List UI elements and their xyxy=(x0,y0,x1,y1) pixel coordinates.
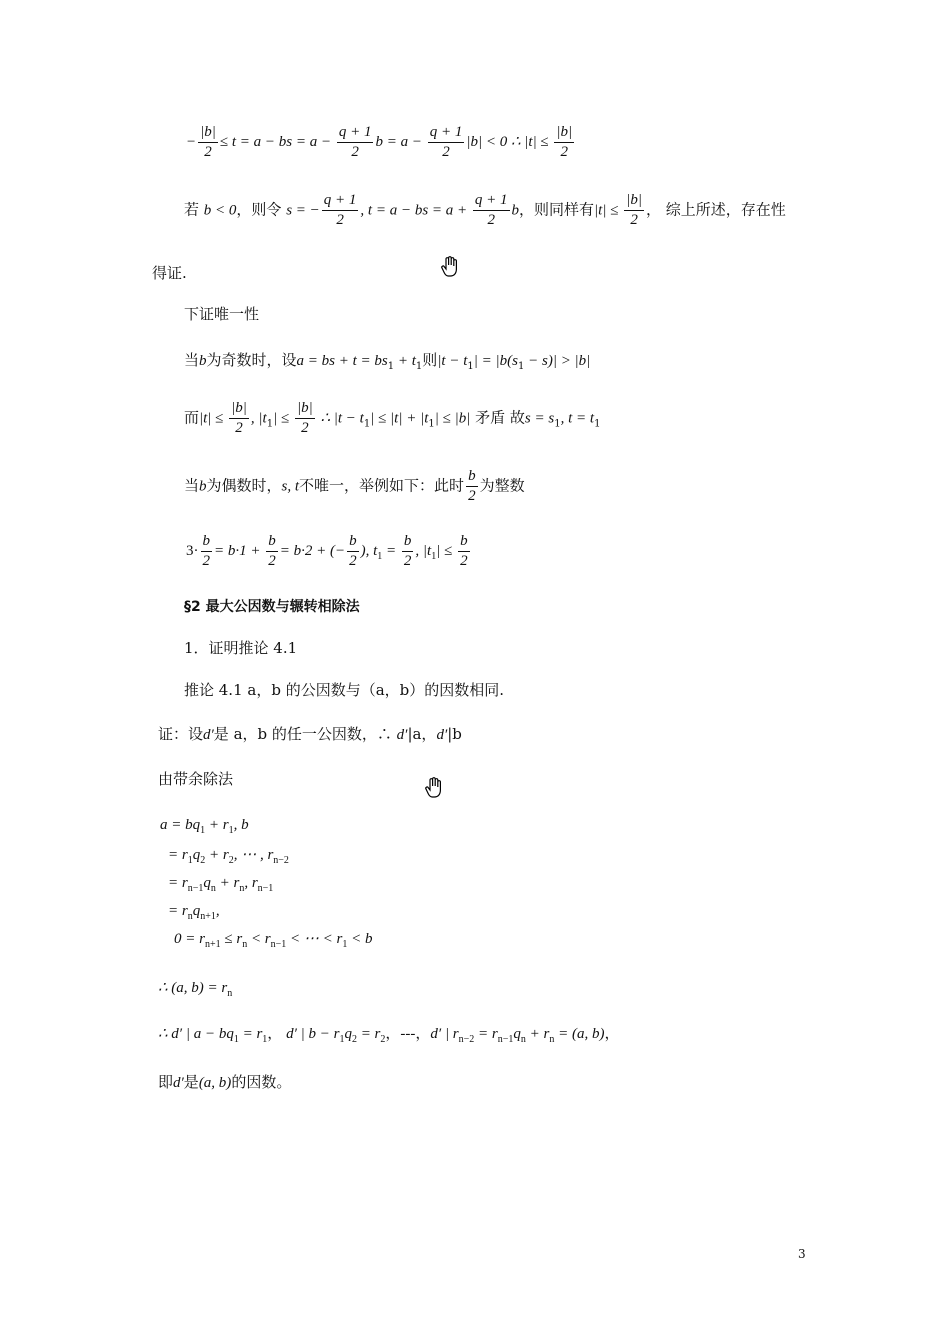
proof-line: 证：设d′是 a，b 的任一公因数，∴ d′|a，d′|b xyxy=(158,725,462,743)
hand-cursor-icon-svg xyxy=(440,256,460,278)
existence-proved: 得证. xyxy=(152,264,187,282)
euclid-equation-row: $a = bq_1 + r_1$, b xyxy=(160,817,249,836)
euclid-equation-row: = $r_{n-1}q_n + r_n$, $r_{n-1}$ xyxy=(168,875,274,894)
division-algorithm-label: 由带余除法 xyxy=(158,770,234,788)
equation-line-1: − $\frac{|b|}{2}$ ≤ t = a − bs = a − $\frac{q + 1}{2}$ b = a − $\frac{q + 1}{2}$ |b| < 0 ∴ |t| ≤ $\frac{|b|}{2}$ xyxy=(186,124,573,160)
fraction: $\frac{b}{2}$ xyxy=(468,468,476,504)
fraction: $\frac{b}{2}$ xyxy=(349,533,357,569)
corollary-statement: 推论 4.1 a，b 的公因数与（a，b）的因数相同. xyxy=(184,681,505,699)
fraction: $\frac{q + 1}{2}$ xyxy=(429,124,463,160)
odd-case-line: 当b为奇数时，设a = bs + $t = bs_1 + t_1$则$|t - t_1| = |b(s_1 - s)| > |b|$ xyxy=(184,351,591,372)
fraction: $\frac{|b|}{2}$ xyxy=(556,124,573,160)
fraction: $\frac{b}{2}$ xyxy=(202,533,210,569)
existence-paragraph: 若 b < 0，则令 s = − $\frac{q + 1}{2}$ , t = a − bs = a + $\frac{q + 1}{2}$ b，则同样有|t| ≤ $\frac{|b|}{2}$ ， 综上所述，存在性 xyxy=(184,192,786,228)
exercise-item-1: 1．证明推论 4.1 xyxy=(184,639,298,657)
even-example-equation: 3· $\frac{b}{2}$ = b·1 + $\frac{b}{2}$ = b·2 + (− $\frac{b}{2}$ ), $t_1$ = $\frac{b}{2}$ , $|t_1|$ ≤ $\frac{b}{2}$ xyxy=(186,533,468,569)
conclusion-line: 即d′是(a, b)的因数。 xyxy=(158,1073,292,1091)
fraction: $\frac{|b|}{2}$ xyxy=(231,400,247,436)
fraction: $\frac{b}{2}$ xyxy=(403,533,412,569)
fraction: $\frac{|b|}{2}$ xyxy=(200,124,216,160)
hand-cursor-icon-svg xyxy=(424,777,444,799)
divisibility-chain: ∴ d′ | $a - bq_1 = r_1$， d′ | $b - r_1q_2 = r_2$，---，d′ | $r_{n-2} = r_{n-1}q_n + r_n = (a$, b)， xyxy=(158,1026,620,1045)
uniqueness-heading: 下证唯一性 xyxy=(184,305,260,323)
fraction: $\frac{|b|}{2}$ xyxy=(296,400,313,436)
fraction: $\frac{q + 1}{2}$ xyxy=(474,192,508,228)
hand-cursor-icon xyxy=(424,777,444,804)
fraction: $\frac{b}{2}$ xyxy=(460,533,468,569)
fraction: $\frac{q + 1}{2}$ xyxy=(338,124,372,160)
euclid-equation-row: = $r_1q_2 + r_2$, ⋯ , $r_{n-2}$ xyxy=(168,847,289,866)
even-case-line: 当b为偶数时，s, t不唯一，举例如下：此时 $\frac{b}{2}$ 为整数 xyxy=(184,468,525,504)
page-number: 3 xyxy=(798,1247,806,1261)
fraction: $\frac{q + 1}{2}$ xyxy=(323,192,357,228)
fraction: $\frac{|b|}{2}$ xyxy=(626,192,642,228)
section-heading: §2 最大公因数与辗转相除法 xyxy=(184,599,360,615)
gcd-result: ∴ (a, $b) = r_n$ xyxy=(158,980,233,999)
hand-cursor-icon xyxy=(440,256,460,283)
euclid-equation-row: = $r_nq_{n+1}$, xyxy=(168,903,220,922)
fraction: $\frac{b}{2}$ xyxy=(268,533,276,569)
contradiction-line: 而|t| ≤ $\frac{|b|}{2}$ , $|t_1|$ ≤ $\frac{|b|}{2}$ ∴ $|t - t_1| \le |t| + |t_1| \le |b|$ 矛盾 故$s = s_1$, $t = t_1$ xyxy=(184,400,601,436)
euclid-equation-row: $0 = r_{n+1} \le r_n < r_{n-1}$ < ⋯ < $r_1 < b$ xyxy=(174,931,373,950)
